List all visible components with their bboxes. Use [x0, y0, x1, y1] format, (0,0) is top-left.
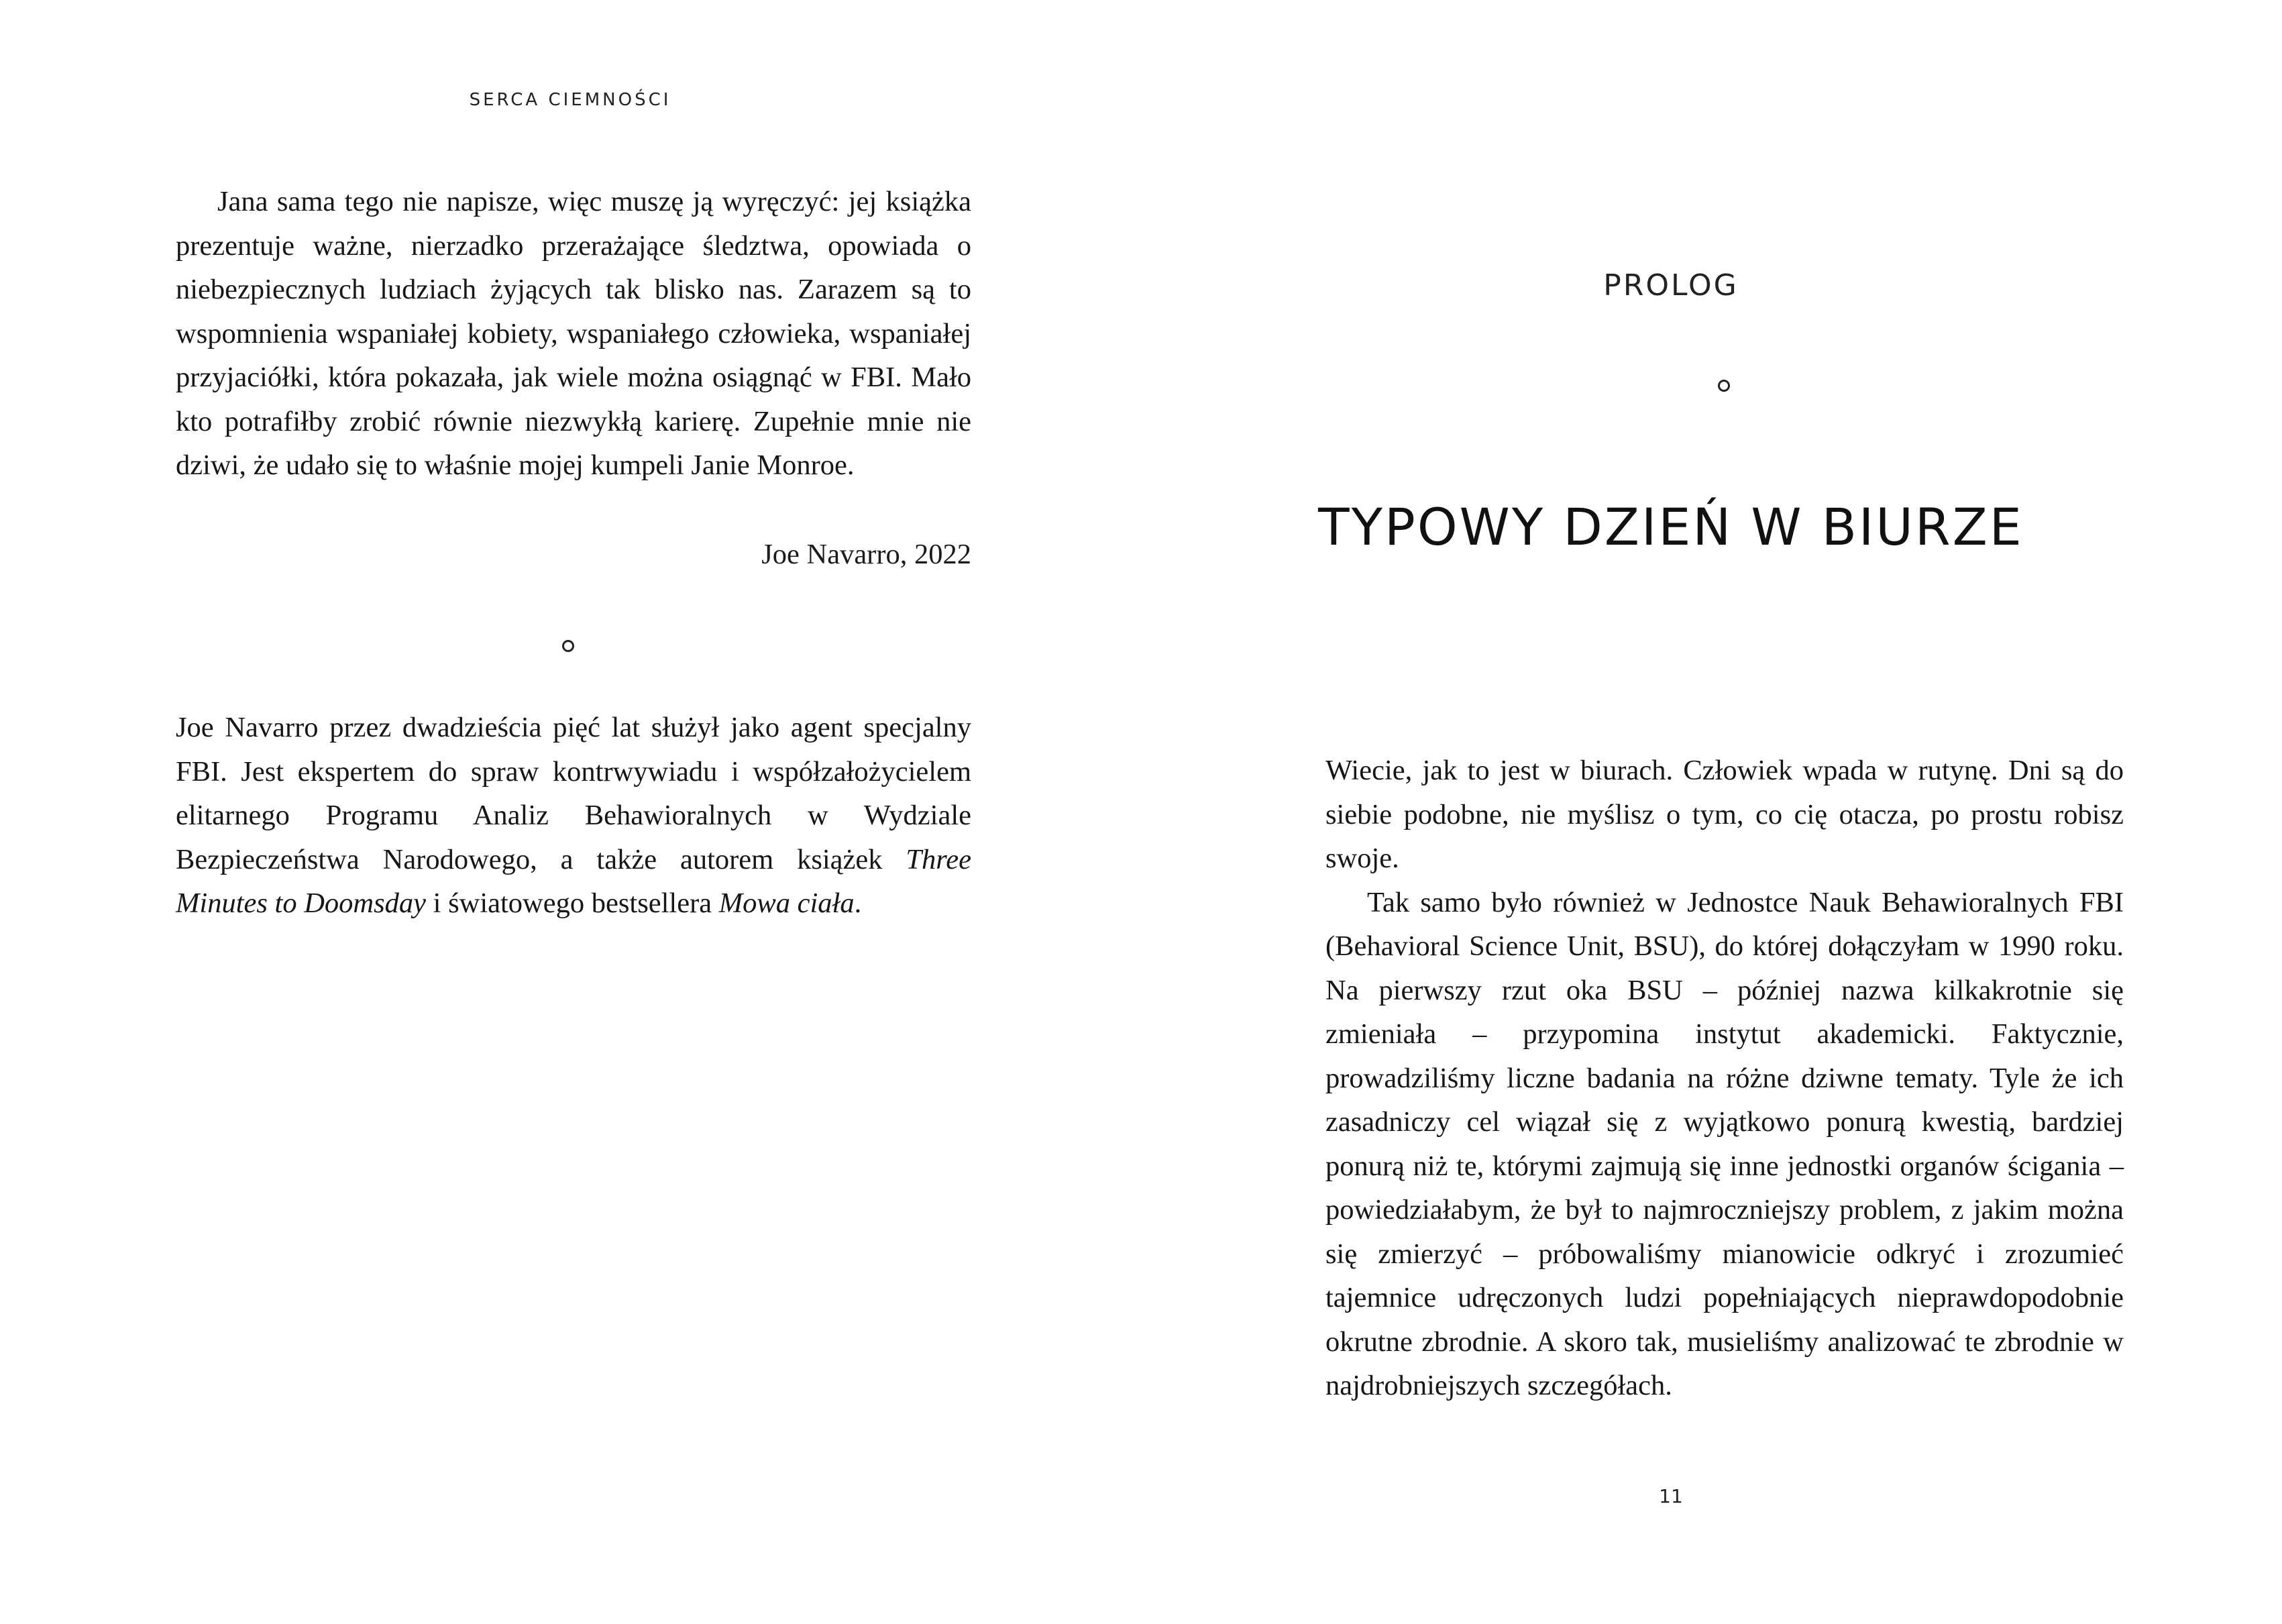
author-bio — [176, 706, 971, 926]
signature: Joe Navarro, 2022 — [761, 539, 971, 570]
chapter-body — [1325, 749, 2124, 1408]
paragraph: Jana sama tego nie napisze, więc muszę ją wyręczyć: jej książka prezentuje ważne, nierzadko przerażające śledztwa, opowiada o niebezpiecznych ludziach żyjących tak blisko nas. Zarazem są to wspomnienia wspaniałej kobiety, wspaniałego człowieka, wspaniałej przyjaciółki, która pokazała, jak wiele można osiągnąć w FBI. Mało kto potrafiłby zrobić równie niezwykłą karierę. Zupełnie mnie nie dziwi, że udało się to właśnie mojej kumpeli Janie Monroe. — [176, 186, 971, 481]
chapter-title: TYPOWY DZIEŃ W BIURZE — [1318, 496, 2024, 557]
bio-text: . — [854, 887, 862, 919]
section-label: PROLOG — [1603, 268, 1739, 303]
bio-paragraph — [176, 706, 971, 926]
section-break-ornament — [562, 640, 574, 652]
paragraph: Wiecie, jak to jest w biurach. Człowiek wpada w rutynę. Dni są do siebie podobne, nie myślisz o tym, co cię otacza, po prostu robisz swoje. — [1325, 755, 2124, 874]
running-head: SERCA CIEMNOŚCI — [469, 90, 671, 110]
bio-text: Joe Navarro przez dwadzieścia pięć lat służył jako agent specjalny FBI. Jest ekspertem do spraw kontrwywiadu i współzałożycielem elitarnego Programu Analiz Behawioralnych w Wydziale Bezpieczeństwa Narodowego, a także autorem książek — [176, 712, 971, 875]
page-number: 11 — [1659, 1485, 1683, 1507]
section-ornament — [1718, 380, 1730, 392]
paragraph: Tak samo było również w Jednostce Nauk Behawioralnych FBI (Behavioral Science Unit, BSU), do której dołączyłam w 1990 roku. Na pierwszy rzut oka BSU – później nazwa kilkakrotnie się zmieniała – przypomina instytut akademicki. Faktycznie, prowadziliśmy liczne badania na różne dziwne tematy. Tyle że ich zasadniczy cel wiązał się z wyjątkowo ponurą kwestią, bardziej ponurą niż te, którymi zajmują się inne jednostki organów ścigania – powiedziałabym, że był to najmroczniejszy problem, z jakim można się zmierzyć – próbowaliśmy mianowicie odkryć i zrozumieć tajemnice udręczonych ludzi popełniających nieprawdopodobnie okrutne zbrodnie. A skoro tak, musieliśmy analizować te zbrodnie w najdrobniejszych szczegółach. — [1325, 886, 2124, 1401]
foreword-closing-text — [176, 180, 971, 488]
book-title: Mowa ciała — [718, 887, 855, 919]
bio-text: i światowego bestsellera — [426, 887, 719, 919]
right-page — [1141, 0, 2282, 1624]
book-title: Three Minutes to Doomsday — [176, 843, 971, 919]
